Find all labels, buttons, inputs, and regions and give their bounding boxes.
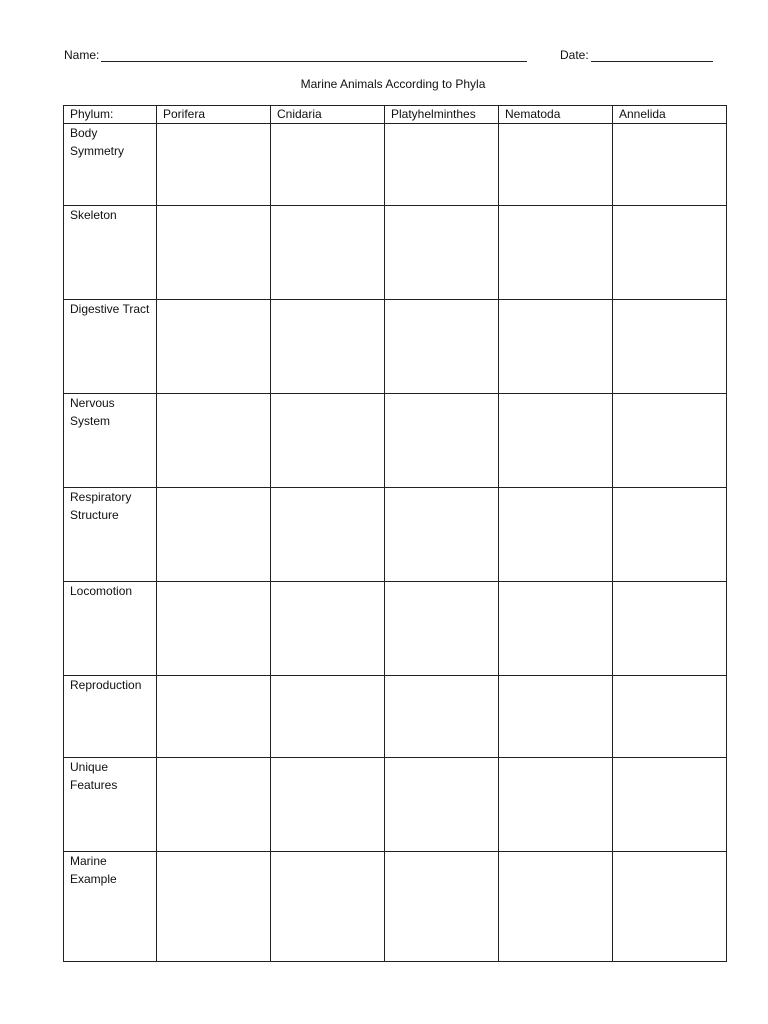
answer-cell[interactable]: [499, 488, 613, 582]
row-label: Digestive Tract: [64, 300, 157, 394]
answer-cell[interactable]: [157, 124, 271, 206]
answer-cell[interactable]: [613, 394, 727, 488]
answer-cell[interactable]: [271, 582, 385, 676]
answer-cell[interactable]: [157, 676, 271, 758]
table-row: [64, 488, 727, 582]
date-label: Date:: [560, 48, 589, 62]
answer-cell[interactable]: [385, 676, 499, 758]
answer-cell[interactable]: [385, 488, 499, 582]
answer-cell[interactable]: [157, 582, 271, 676]
answer-cell[interactable]: [499, 676, 613, 758]
row-label: Skeleton: [64, 206, 157, 300]
phyla-table: [63, 105, 727, 962]
answer-cell[interactable]: [499, 206, 613, 300]
table-row: [64, 300, 727, 394]
row-label: Reproduction: [64, 676, 157, 758]
name-group: [64, 48, 527, 62]
answer-cell[interactable]: [271, 124, 385, 206]
row-label: Marine Example: [64, 852, 157, 962]
answer-cell[interactable]: [613, 676, 727, 758]
table-row: [64, 582, 727, 676]
answer-cell[interactable]: [157, 300, 271, 394]
answer-cell[interactable]: [271, 488, 385, 582]
column-header: Nematoda: [499, 106, 613, 124]
table-header-row: [64, 106, 727, 124]
answer-cell[interactable]: [271, 206, 385, 300]
answer-cell[interactable]: [385, 758, 499, 852]
answer-cell[interactable]: [271, 676, 385, 758]
answer-cell[interactable]: [385, 852, 499, 962]
answer-cell[interactable]: [157, 206, 271, 300]
answer-cell[interactable]: [613, 300, 727, 394]
answer-cell[interactable]: [499, 124, 613, 206]
answer-cell[interactable]: [271, 852, 385, 962]
table-row: [64, 124, 727, 206]
date-blank-line[interactable]: [591, 49, 713, 62]
answer-cell[interactable]: [385, 394, 499, 488]
header-line: [64, 48, 724, 64]
row-label: Unique Features: [64, 758, 157, 852]
answer-cell[interactable]: [157, 488, 271, 582]
answer-cell[interactable]: [613, 124, 727, 206]
answer-cell[interactable]: [385, 206, 499, 300]
table-row: [64, 206, 727, 300]
column-header: Cnidaria: [271, 106, 385, 124]
answer-cell[interactable]: [499, 394, 613, 488]
answer-cell[interactable]: [613, 206, 727, 300]
answer-cell[interactable]: [613, 758, 727, 852]
row-label: Nervous System: [64, 394, 157, 488]
answer-cell[interactable]: [613, 852, 727, 962]
answer-cell[interactable]: [385, 582, 499, 676]
table-row: [64, 758, 727, 852]
answer-cell[interactable]: [499, 300, 613, 394]
table-row: [64, 394, 727, 488]
column-header: Phylum:: [64, 106, 157, 124]
row-label: Respiratory Structure: [64, 488, 157, 582]
table-row: [64, 852, 727, 962]
answer-cell[interactable]: [613, 488, 727, 582]
answer-cell[interactable]: [271, 394, 385, 488]
table-body: [64, 124, 727, 962]
column-header: Porifera: [157, 106, 271, 124]
name-blank-line[interactable]: [101, 49, 527, 62]
answer-cell[interactable]: [157, 394, 271, 488]
date-group: [560, 48, 713, 62]
answer-cell[interactable]: [271, 300, 385, 394]
answer-cell[interactable]: [613, 582, 727, 676]
answer-cell[interactable]: [157, 758, 271, 852]
row-label: Body Symmetry: [64, 124, 157, 206]
answer-cell[interactable]: [499, 852, 613, 962]
worksheet-title: Marine Animals According to Phyla: [300, 77, 486, 91]
answer-cell[interactable]: [385, 124, 499, 206]
column-header: Platyhelminthes: [385, 106, 499, 124]
row-label: Locomotion: [64, 582, 157, 676]
answer-cell[interactable]: [385, 300, 499, 394]
answer-cell[interactable]: [499, 758, 613, 852]
answer-cell[interactable]: [499, 582, 613, 676]
name-label: Name:: [64, 48, 100, 62]
table-row: [64, 676, 727, 758]
answer-cell[interactable]: [157, 852, 271, 962]
column-header: Annelida: [613, 106, 727, 124]
answer-cell[interactable]: [271, 758, 385, 852]
